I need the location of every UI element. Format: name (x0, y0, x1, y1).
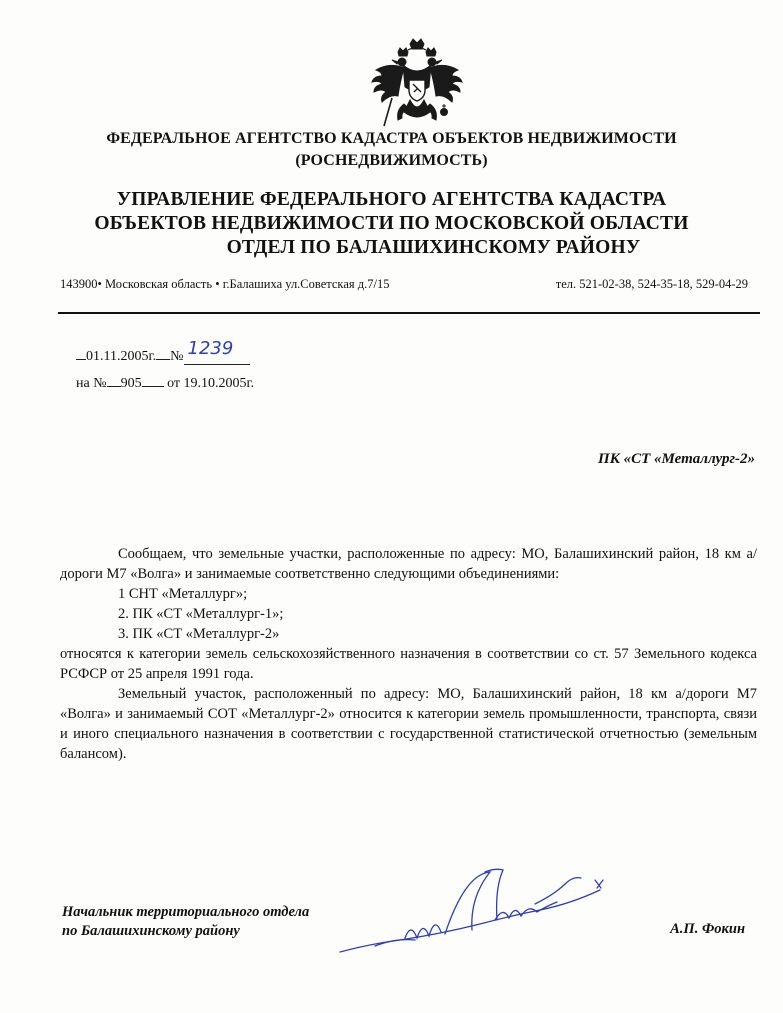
reference-date: от 19.10.2005г. (167, 376, 255, 391)
list-item: 3. ПК «СТ «Металлург-2» (118, 626, 280, 642)
address: 143900• Московская область • г.Балашиха ул.Советская д.7/15 (60, 277, 390, 291)
registration-line (76, 338, 250, 365)
paragraph-1: Сообщаем, что земельные участки, расположенные по адресу: МО, Балашихинский район, 18 км а/дороги М7 «Волга» и занимаемые соответственно следующими объединениями: (60, 546, 757, 582)
agency-name: ФЕДЕРАЛЬНОЕ АГЕНТСТВО КАДАСТРА ОБЪЕКТОВ НЕДВИЖИМОСТИ (106, 130, 677, 147)
office-name-line-2: ОБЪЕКТОВ НЕДВИЖИМОСТИ ПО МОСКОВСКОЙ ОБЛАСТИ (94, 213, 689, 234)
letter-date: 01.11.2005г. (86, 349, 157, 364)
paragraph-3: Земельный участок, расположенный по адресу: МО, Балашихинский район, 18 км а/дороги М7 «Волга» и занимаемый СОТ «Металлург-2» относится к категории земель промышленности, транспорта, связи и иного специального назначения в соответствии с государственной статистической отчетностью (земельным балансом). (60, 686, 757, 762)
reference-line (76, 376, 254, 392)
signatory-name: А.П. Фокин (670, 921, 745, 937)
coat-of-arms-icon (368, 38, 466, 138)
reference-prefix: на № (76, 376, 107, 391)
letter-body (60, 544, 757, 764)
number-label: № (170, 349, 184, 364)
list-item: 2. ПК «СТ «Металлург-1»; (118, 606, 284, 622)
agency-short-name: (РОСНЕДВИЖИМОСТЬ) (295, 152, 488, 169)
signatory-position-line-2: по Балашихинскому району (62, 923, 240, 939)
signatory-position-line-1: Начальник территориального отдела (62, 904, 310, 920)
reference-number: 905 (120, 376, 142, 391)
office-name-line-1: УПРАВЛЕНИЕ ФЕДЕРАЛЬНОГО АГЕНТСТВА КАДАСТРА (116, 189, 667, 210)
recipient: ПК «СТ «Металлург-2» (598, 451, 755, 467)
paragraph-2: относятся к категории земель сельскохозяйственного назначения в соответствии со ст. 57 Земельного кодекса РСФСР от 25 апреля 1991 года. (60, 646, 757, 682)
handwritten-letter-number: 1239 (187, 338, 234, 359)
association-list (60, 584, 757, 644)
department-name: ОТДЕЛ ПО БАЛАШИХИНСКОМУ РАЙОНУ (226, 237, 641, 258)
header-divider (58, 312, 760, 314)
handwritten-signature (335, 860, 635, 965)
phone-numbers: тел. 521-02-38, 524-35-18, 529-04-29 (555, 277, 748, 291)
signatory-position (62, 903, 309, 941)
list-item: 1 СНТ «Металлург»; (118, 586, 248, 602)
